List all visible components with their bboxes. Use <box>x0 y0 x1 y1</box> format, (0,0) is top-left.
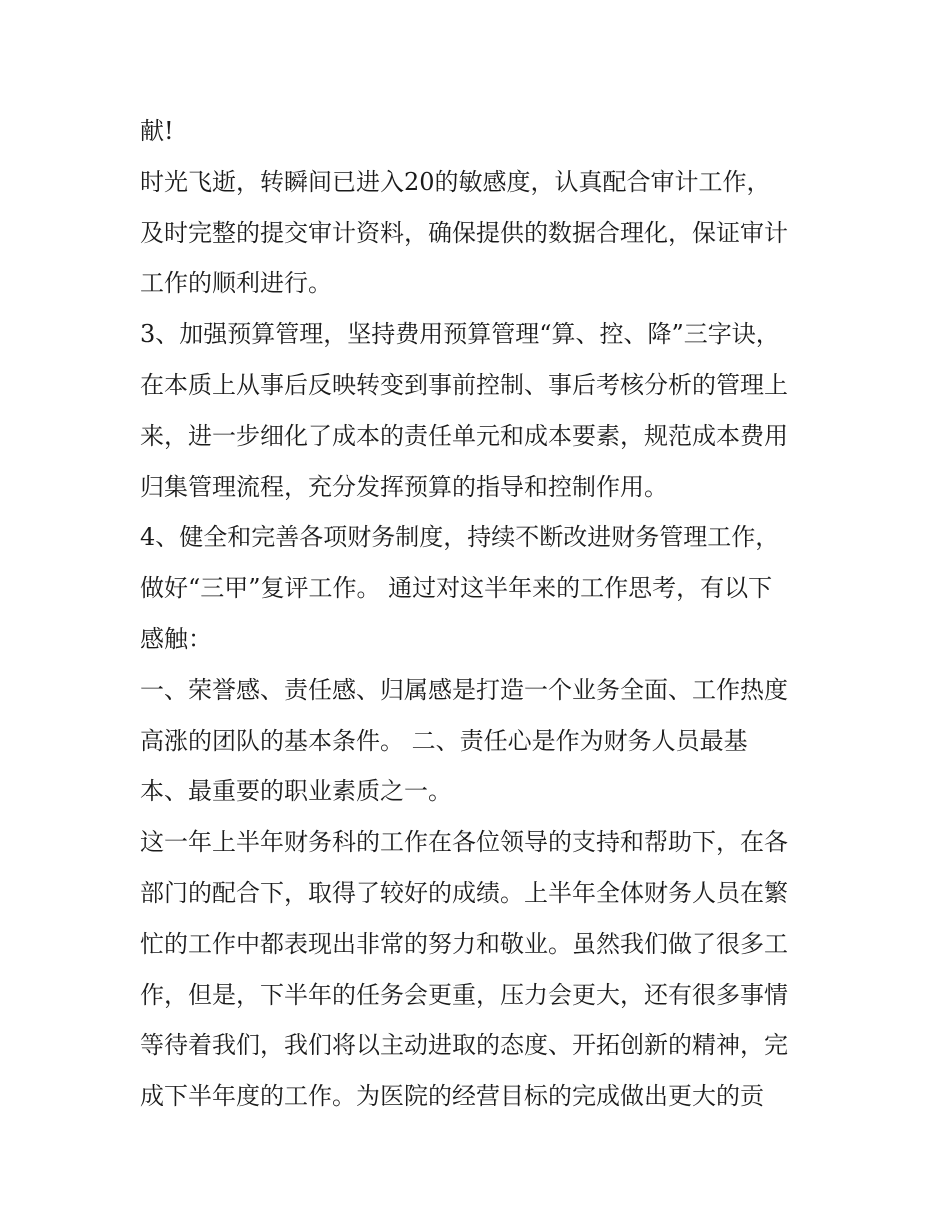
text-line: 这一年上半年财务科的工作在各位领导的支持和帮助下，在各 <box>140 828 788 857</box>
text-line: 3、加强预算管理，坚持费用预算管理“算、控、降”三字诀， <box>140 320 780 349</box>
document-body <box>140 106 820 1122</box>
text-line: 来，进一步细化了成本的责任单元和成本要素，规范成本费用 <box>140 421 788 450</box>
text-line: 一、荣誉感、责任感、归属感是打造一个业务全面、工作热度 <box>140 675 788 704</box>
text-line: 归集管理流程，充分发挥预算的指导和控制作用。 <box>140 472 668 501</box>
text-line: 及时完整的提交审计资料，确保提供的数据合理化，保证审计 <box>140 218 788 247</box>
text-line: 高涨的团队的基本条件。 二、责任心是作为财务人员最基 <box>140 726 748 755</box>
text-line: 在本质上从事后反映转变到事前控制、事后考核分析的管理上 <box>140 370 788 399</box>
text-line: 忙的工作中都表现出非常的努力和敬业。虽然我们做了很多工 <box>140 929 788 958</box>
text-line: 4、健全和完善各项财务制度，持续不断改进财务管理工作， <box>140 523 780 552</box>
text-line: 本、最重要的职业素质之一。 <box>140 777 452 806</box>
text-line: 部门的配合下，取得了较好的成绩。上半年全体财务人员在繁 <box>140 878 788 907</box>
text-line: 献! <box>140 117 174 145</box>
text-line: 工作的顺利进行。 <box>140 269 332 298</box>
text-line: 成下半年度的工作。为医院的经营目标的完成做出更大的贡 <box>140 1082 764 1111</box>
text-line: 时光飞逝，转瞬间已进入20的敏感度，认真配合审计工作， <box>140 167 771 196</box>
text-line: 等待着我们，我们将以主动进取的态度、开拓创新的精神，完 <box>140 1031 788 1060</box>
text-line: 感触： <box>140 624 212 653</box>
text-line: 作，但是，下半年的任务会更重，压力会更大，还有很多事情 <box>140 980 788 1009</box>
text-line: 做好“三甲”复评工作。 通过对这半年来的工作思考，有以下 <box>140 574 773 603</box>
